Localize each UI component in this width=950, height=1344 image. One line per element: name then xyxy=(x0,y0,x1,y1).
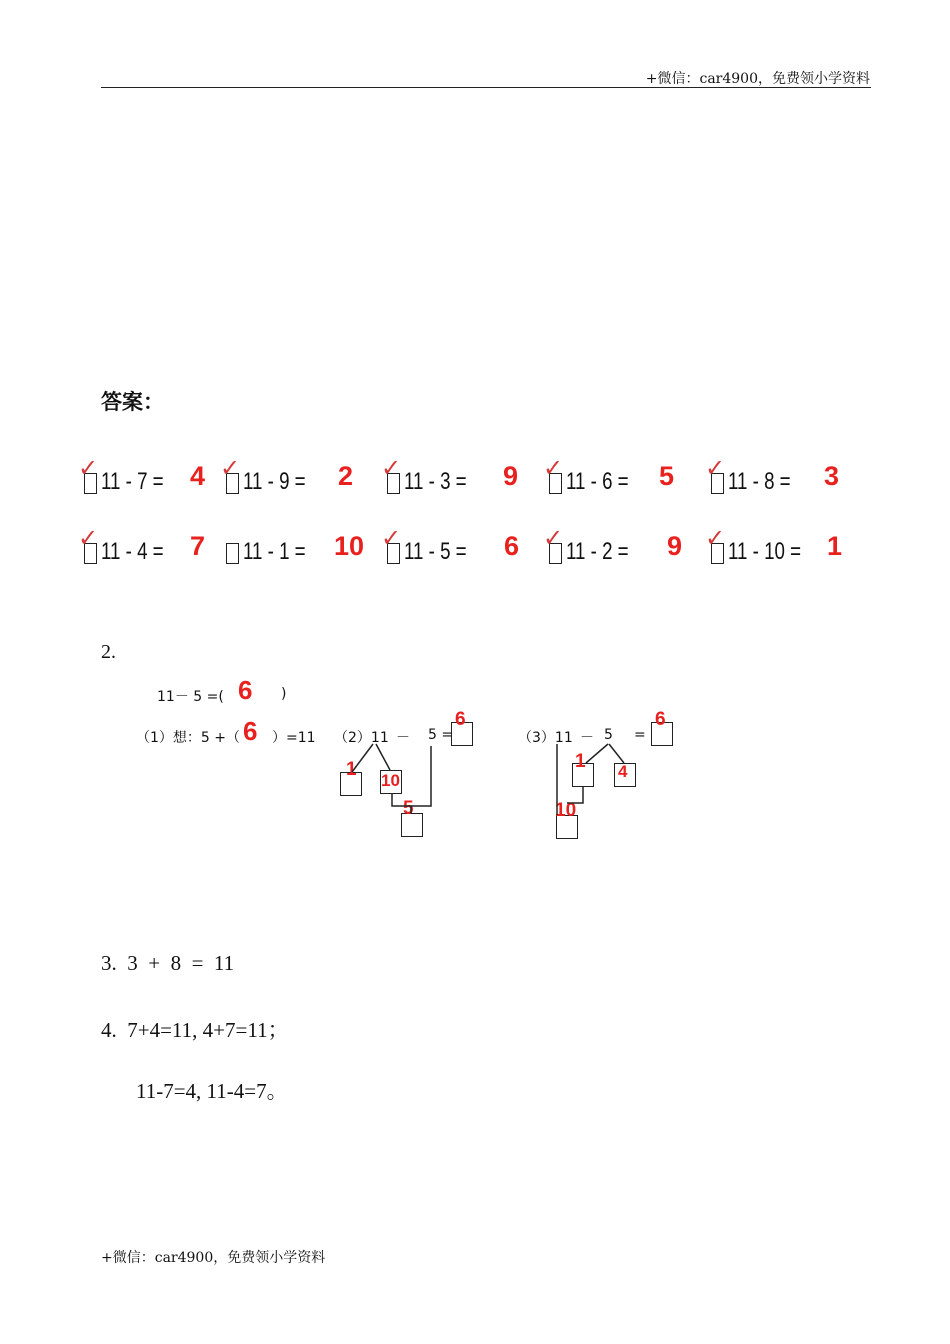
check-mark-icon: ✓ xyxy=(220,454,241,482)
q2-top-right: ) xyxy=(281,686,287,702)
header-text: +微信：car4900，免费领小学资料 xyxy=(645,71,870,87)
check-mark-icon: ✓ xyxy=(381,454,402,482)
equation: 11 - 8 = xyxy=(728,468,791,495)
q2-p2-minus: － xyxy=(396,730,410,746)
q2-p3-line-join xyxy=(567,787,583,803)
check-mark-icon: ✓ xyxy=(78,524,99,552)
q2-p2-answer: 6 xyxy=(455,709,466,730)
answer-title: 答案： xyxy=(101,390,164,414)
equation: 11 - 2 = xyxy=(566,538,629,565)
q2-p3-split-a: 1 xyxy=(575,751,586,772)
q2-p2-line-down xyxy=(392,794,411,813)
check-mark-icon: ✓ xyxy=(705,454,726,482)
q2-p1-left: （1）想：5 +（ xyxy=(136,730,240,746)
equation: 11 - 5 = xyxy=(404,538,467,565)
q2-p3-answer: 6 xyxy=(655,709,666,730)
q2-p2-split-a: 1 xyxy=(346,759,357,780)
equation: 11 - 3 = xyxy=(404,468,467,495)
answer-value: 10 xyxy=(334,531,365,561)
answer-value: 6 xyxy=(504,531,520,561)
q2-p2-split-b: 10 xyxy=(381,771,400,790)
equation: 11 - 9 = xyxy=(243,468,306,495)
answer-value: 9 xyxy=(503,461,519,491)
equation: 11 - 1 = xyxy=(243,538,306,565)
q2-p1-right: ）=11 xyxy=(272,730,316,746)
q2-p2-line-five xyxy=(411,746,431,806)
q2-p2-result: 5 xyxy=(403,798,414,819)
check-mark-icon: ✓ xyxy=(543,454,564,482)
q2-p3-split-b: 4 xyxy=(618,762,628,781)
answer-value: 1 xyxy=(827,531,843,561)
answer-value: 5 xyxy=(659,461,675,491)
q2-p3-eq: = xyxy=(634,727,646,743)
q4-line1: 4. 7+4=11, 4+7=11； xyxy=(101,1018,289,1042)
q2-p2-five: 5 = xyxy=(428,727,454,743)
equation: 11 - 4 = xyxy=(101,538,164,565)
check-mark-icon: ✓ xyxy=(78,454,99,482)
answer-value: 7 xyxy=(190,531,206,561)
answer-value: 2 xyxy=(338,461,354,491)
equation: 11 - 6 = xyxy=(566,468,629,495)
q2-p1-answer: 6 xyxy=(243,716,258,746)
q2-p3-line-left xyxy=(586,744,608,763)
q2-top-left: 11－ 5 =( xyxy=(157,689,224,705)
q2-top-answer: 6 xyxy=(238,675,253,705)
check-mark-icon: ✓ xyxy=(705,524,726,552)
q2-p2-line-right xyxy=(376,744,390,770)
answer-value: 3 xyxy=(824,461,840,491)
equation: 11 - 7 = xyxy=(101,468,164,495)
q3-line: 3. 3 + 8 = 11 xyxy=(101,951,235,975)
answer-value: 4 xyxy=(190,461,206,491)
q2-p3-result: 10 xyxy=(555,800,577,821)
equation: 11 - 10 = xyxy=(728,538,802,565)
q4-line2: 11-7=4, 11-4=7。 xyxy=(136,1079,288,1103)
footer-text: +微信：car4900，免费领小学资料 xyxy=(101,1250,326,1266)
answer-value: 9 xyxy=(667,531,683,561)
q2-p3-line-right xyxy=(609,744,624,763)
q2-p2-label: （2）11 xyxy=(334,730,389,746)
check-mark-icon: ✓ xyxy=(543,524,564,552)
q2-p3-five: 5 xyxy=(604,727,613,743)
q2-p3-label: （3）11 xyxy=(518,730,573,746)
q2-p2-line-left xyxy=(352,744,373,772)
q2-p3-minus: － xyxy=(580,730,594,746)
check-mark-icon: ✓ xyxy=(381,524,402,552)
q2-label: 2. xyxy=(101,641,116,663)
